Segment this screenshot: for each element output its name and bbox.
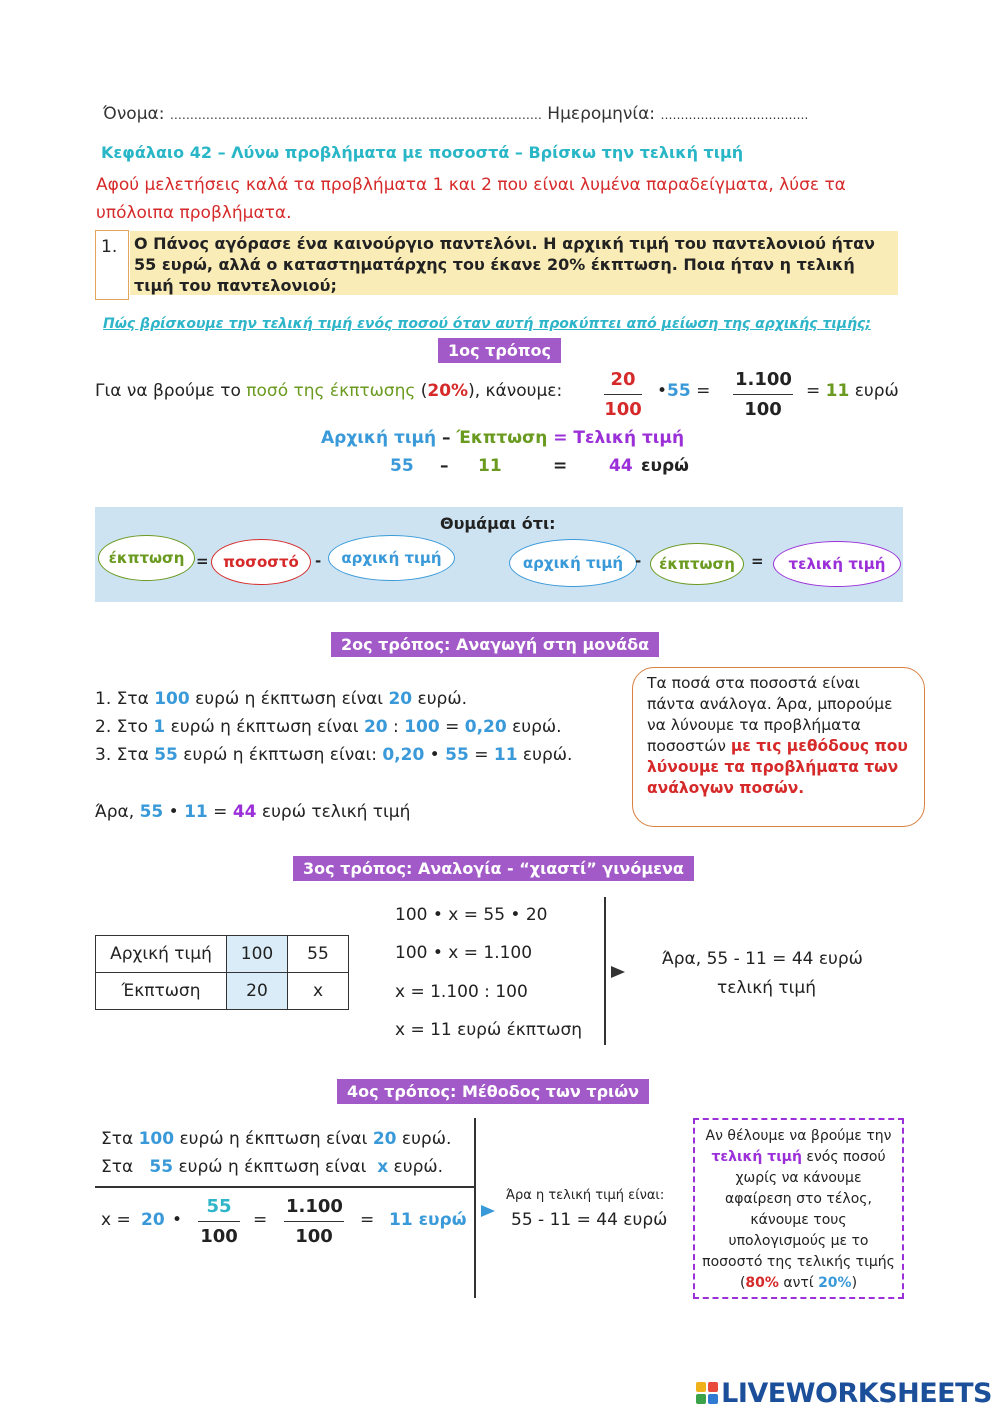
- method3-step-3: x = 1.100 : 100: [395, 982, 528, 1002]
- method2-line1: 1. Στα 100 ευρώ η έκπτωση είναι 20 ευρώ.: [95, 689, 467, 709]
- method4-eq-2: =: [360, 1210, 375, 1230]
- instructions-line1: Αφού μελετήσεις καλά τα προβλήματα 1 και 2 που είναι λυμένα παραδείγματα, λύσε τα: [96, 175, 846, 195]
- method3-divider: [604, 897, 606, 1045]
- method4-final-value: 55 - 11 = 44 ευρώ: [511, 1210, 668, 1230]
- table-row: [96, 973, 349, 1010]
- table-row: [96, 936, 349, 973]
- fraction-denominator: 100: [604, 399, 642, 420]
- method1-fraction-1: [604, 369, 642, 420]
- method2-line3: 3. Στα 55 ευρώ η έκπτωση είναι: 0,20 • 55 = 11 ευρώ.: [95, 745, 573, 765]
- reminder-sign-4: =: [751, 552, 764, 570]
- equals-sign: =: [806, 381, 821, 401]
- proportion-table: [95, 935, 349, 1010]
- oval-initial-price: αρχική τιμή: [328, 535, 455, 581]
- reminder-title: Θυμάμαι ότι:: [440, 514, 556, 533]
- formula-equals: =: [553, 428, 568, 448]
- oval-final-price: τελική τιμή: [773, 541, 901, 587]
- table-cell: x: [288, 973, 349, 1010]
- formula-minus: –: [442, 428, 451, 448]
- fraction-denominator: 100: [200, 1226, 238, 1247]
- method1-intro-c: (: [420, 381, 428, 401]
- method1-intro-e: ), κάνουμε:: [468, 381, 563, 401]
- formula-initial-price: Αρχική τιμή: [321, 428, 437, 448]
- dot-operator: •: [657, 381, 668, 401]
- method4-fraction-1: [198, 1196, 240, 1247]
- method4-x-label: x =: [101, 1210, 131, 1230]
- method1-intro: [95, 381, 562, 401]
- method1-result-number: 11: [825, 381, 850, 401]
- sub-question: Πώς βρίσκουμε την τελική τιμή ενός ποσού όταν αυτή προκύπτει από μείωση της αρχικής τιμής;: [103, 316, 871, 332]
- method4-title: 4ος τρόπος: Μέθοδος των τριών: [337, 1079, 649, 1104]
- logo-text: LIVEWORKSHEETS: [721, 1378, 992, 1409]
- fraction-numerator: 55: [198, 1196, 240, 1222]
- table-cell: Αρχική τιμή: [96, 936, 227, 973]
- chapter-title: Κεφάλαιο 42 – Λύνω προβλήματα με ποσοστά – Βρίσκω την τελική τιμή: [101, 143, 744, 162]
- method1-intro-a: Για να βρούμε το: [95, 381, 241, 401]
- liveworksheets-logo[interactable]: [696, 1378, 992, 1409]
- problem-number: 1.: [101, 237, 118, 257]
- table-cell: 20: [227, 973, 288, 1010]
- value-initial: 55: [390, 456, 414, 476]
- method1-formula: [321, 428, 684, 448]
- method4-fraction-2: [284, 1196, 344, 1247]
- method4-result: 11 ευρώ: [389, 1210, 467, 1230]
- note-highlight: με τις μεθόδους που λύνουμε τα προβλήματα των ανάλογων ποσών.: [647, 737, 908, 797]
- date-label: Ημερομηνία:: [547, 104, 656, 124]
- method3-title: 3ος τρόπος: Αναλογία - “χιαστί” γινόμενα: [293, 856, 694, 881]
- formula-discount: Έκπτωση: [456, 428, 548, 448]
- note-text: Τα ποσά στα ποσοστά είναι πάντα ανάλογα. Άρα, μπορούμε να λύνουμε τα προβλήματα ποσοστών: [647, 674, 893, 755]
- logo-mark-icon: [696, 1382, 718, 1404]
- reminder-sign-1: =: [196, 552, 209, 570]
- reminder-sign-3: -: [635, 552, 642, 570]
- method1-multiplier: 55: [667, 381, 691, 401]
- value-discount: 11: [478, 456, 502, 476]
- date-dots[interactable]: ……………………………….: [660, 108, 809, 122]
- method1-fraction-2: [733, 369, 793, 420]
- method4-hline: [95, 1186, 475, 1188]
- method4-row-1: Στα 100 ευρώ η έκπτωση είναι 20 ευρώ.: [101, 1129, 452, 1149]
- method4-eq-1: =: [253, 1210, 268, 1230]
- instructions-line2: υπόλοιπα προβλήματα.: [96, 203, 292, 223]
- value-equals: =: [553, 456, 568, 476]
- name-row: [103, 104, 808, 124]
- oval-percentage: ποσοστό: [211, 539, 311, 585]
- final-percentage-tip: Αν θέλουμε να βρούμε την τελική τιμή ενός ποσού χωρίς να κάνουμε αφαίρεση στο τέλος, κάνουμε τους υπολογισμούς με το ποσοστό της τελικής τιμής (80% αντί 20%): [693, 1118, 904, 1299]
- value-unit: ευρώ: [641, 456, 689, 476]
- fraction-numerator: 1.100: [284, 1196, 344, 1222]
- method1-intro-d: 20%: [427, 381, 469, 401]
- fraction-denominator: 100: [295, 1226, 333, 1247]
- formula-final-price: Τελική τιμή: [573, 428, 685, 448]
- oval-discount-2: έκπτωση: [650, 543, 744, 585]
- method2-line2: 2. Στο 1 ευρώ η έκπτωση είναι 20 : 100 = 0,20 ευρώ.: [95, 717, 562, 737]
- method3-step-1: 100 • x = 55 • 20: [395, 905, 548, 925]
- arrow-right-icon: [481, 1205, 495, 1217]
- method4-vline: [474, 1118, 476, 1298]
- oval-discount: έκπτωση: [98, 535, 195, 581]
- method4-row-2: Στα 55 ευρώ η έκπτωση είναι x ευρώ.: [101, 1157, 444, 1177]
- tip-percent-20: 20%: [818, 1275, 852, 1291]
- fraction-denominator: 100: [744, 399, 782, 420]
- table-cell: 100: [227, 936, 288, 973]
- method3-step-2: 100 • x = 1.100: [395, 943, 533, 963]
- problem-text: Ο Πάνος αγόρασε ένα καινούργιο παντελόνι. Η αρχική τιμή του παντελονιού ήταν 55 ευρώ, αλλά ο καταστηματάρχης του έκανε 20% έκπτωση. Ποια ήταν η τελική τιμή του παντελονιού;: [130, 231, 898, 295]
- equals-sign: =: [696, 381, 711, 401]
- arrow-right-icon: [611, 966, 625, 978]
- method4-final-label: Άρα η τελική τιμή είναι:: [506, 1188, 665, 1203]
- table-cell: 55: [288, 936, 349, 973]
- method1-result: [806, 381, 899, 401]
- problem-number-box: [95, 230, 129, 300]
- reminder-sign-2: -: [315, 552, 322, 570]
- tip-percent-80: 80%: [745, 1275, 779, 1291]
- method2-title: 2ος τρόπος: Αναγωγή στη μονάδα: [331, 632, 659, 657]
- method4-dot: •: [172, 1210, 183, 1230]
- name-dots[interactable]: …………………………………………………………………………………: [169, 108, 542, 122]
- method1-intro-b: ποσό της έκπτωσης: [246, 381, 416, 401]
- method3-conclusion-2: τελική τιμή: [717, 978, 817, 998]
- fraction-numerator: 20: [604, 369, 642, 395]
- method2-conclusion: Άρα, 55 • 11 = 44 ευρώ τελική τιμή: [95, 802, 411, 822]
- method3-conclusion-1: Άρα, 55 - 11 = 44 ευρώ: [662, 949, 863, 969]
- reminder-panel: [95, 507, 903, 602]
- name-label: Όνομα:: [103, 104, 165, 124]
- method4-x-value: 20: [141, 1210, 165, 1230]
- method1-product: [657, 381, 710, 401]
- fraction-numerator: 1.100: [733, 369, 793, 395]
- value-minus: –: [440, 456, 449, 476]
- method1-title: 1ος τρόπος: [438, 338, 561, 363]
- value-final: 44: [609, 456, 633, 476]
- method1-result-unit: ευρώ: [854, 381, 899, 401]
- method3-step-4: x = 11 ευρώ έκπτωση: [395, 1020, 583, 1040]
- table-cell: Έκπτωση: [96, 973, 227, 1010]
- tip-highlight-final-price: τελική τιμή: [711, 1149, 802, 1165]
- proportional-note: [632, 667, 925, 827]
- oval-initial-price-2: αρχική τιμή: [509, 539, 637, 587]
